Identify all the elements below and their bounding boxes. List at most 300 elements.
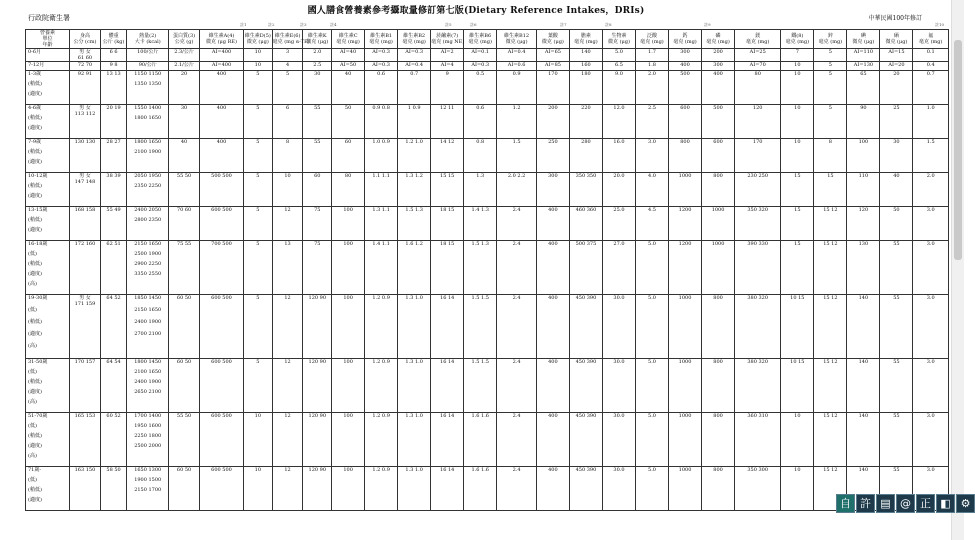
cell-value: 15 12	[823, 359, 838, 365]
cell-value: 1000	[711, 207, 725, 213]
value-cell	[70, 295, 101, 359]
cell-value: 1.5	[926, 139, 935, 145]
value-cell	[332, 105, 365, 139]
cell-value: 3.0	[926, 359, 935, 365]
value-cell	[244, 359, 273, 413]
value-cell	[127, 139, 169, 173]
age-label: 51-70歲	[28, 413, 48, 419]
value-cell	[669, 359, 702, 413]
age-label: 0-6月	[28, 49, 42, 55]
value-cell	[536, 413, 569, 467]
value-cell	[127, 173, 169, 207]
value-cell	[169, 467, 200, 511]
value-cell	[70, 49, 101, 62]
value-cell	[70, 62, 101, 71]
column-header	[100, 30, 126, 49]
cell-value: AI=0.3	[405, 49, 424, 55]
cell-value: 2.5	[648, 105, 656, 111]
value-cell	[497, 62, 537, 71]
value-cell	[365, 173, 398, 207]
value-cell	[814, 173, 847, 207]
age-label: 1-3歲	[28, 71, 42, 77]
cell-value: 300	[548, 173, 558, 179]
cell-value: 2.1/公斤	[174, 62, 194, 68]
cell-value: 0.4	[926, 62, 935, 68]
superscript-note: 註3	[300, 22, 307, 27]
column-header	[365, 30, 398, 49]
table-row	[26, 467, 949, 511]
toolbar-permit-button[interactable]: 許	[856, 494, 875, 513]
cell-value: 1150 1150	[134, 71, 162, 77]
column-header	[536, 30, 569, 49]
column-header	[814, 30, 847, 49]
nutrient-name: 體重	[108, 33, 119, 39]
column-header	[847, 30, 880, 49]
cell-value: 450 390	[575, 359, 597, 365]
nutrient-name: 維生素D(5)	[244, 33, 271, 39]
sex-label: 男 女	[79, 173, 91, 179]
cell-value: 230 250	[747, 173, 769, 179]
header-corner-label: 營養素	[40, 30, 56, 36]
cell-value: 5	[256, 295, 260, 301]
nutrient-name: 鋅	[827, 33, 833, 39]
value-cell	[127, 359, 169, 413]
value-cell	[303, 173, 332, 207]
column-header	[303, 30, 332, 49]
value-cell	[70, 207, 101, 241]
cell-value: 38 39	[106, 173, 121, 179]
cell-value: 2100 1900	[134, 149, 162, 155]
value-cell	[272, 49, 303, 62]
value-cell	[431, 71, 464, 105]
cell-value: AI=130	[853, 62, 874, 68]
age-label: (適度)	[28, 443, 42, 449]
value-cell	[635, 71, 668, 105]
value-cell	[814, 413, 847, 467]
cell-value: 1.3 1.0	[405, 295, 423, 301]
cell-value: 16.0	[613, 139, 625, 145]
value-cell	[497, 295, 537, 359]
cell-value: 20.0	[613, 173, 625, 179]
cell-value: 600 500	[211, 207, 232, 213]
column-header	[669, 30, 702, 49]
cell-value: 0.1	[926, 49, 935, 55]
value-cell	[880, 105, 913, 139]
value-cell	[303, 295, 332, 359]
nutrient-unit: 微克 (μg)	[607, 39, 630, 45]
cell-value: 400	[548, 413, 558, 419]
cell-value: 3.0	[926, 467, 935, 473]
cell-value: 25.0	[613, 207, 625, 213]
cell-value: 20	[893, 71, 900, 77]
superscript-note: 註9	[704, 22, 711, 27]
cell-value: 120 90	[308, 295, 327, 301]
cell-value: 10 15	[790, 359, 805, 365]
table-row	[26, 105, 949, 139]
toolbar-auto-button[interactable]: 自	[836, 494, 855, 513]
age-label: (適度)	[28, 271, 42, 277]
value-cell	[272, 295, 303, 359]
cell-value: 1.5 1.3	[405, 207, 423, 213]
cell-value: AI=20	[888, 62, 905, 68]
value-cell	[464, 105, 497, 139]
value-cell	[669, 467, 702, 511]
value-cell	[702, 207, 735, 241]
cell-value: 5	[828, 49, 832, 55]
cell-value: 600 500	[211, 413, 232, 419]
cell-value: 5.0	[648, 295, 656, 301]
superscript-note: 註4	[330, 22, 337, 27]
cell-value: 800	[713, 467, 723, 473]
cell-value: 2800 2350	[134, 217, 162, 223]
age-group-cell	[26, 359, 70, 413]
value-cell	[365, 413, 398, 467]
cell-value: 380 320	[747, 359, 769, 365]
vertical-scrollbar[interactable]	[951, 0, 964, 540]
value-cell	[70, 71, 101, 105]
table-row	[26, 62, 949, 71]
value-cell	[635, 359, 668, 413]
cell-value: 28 27	[106, 139, 121, 145]
cell-value: 100	[343, 241, 353, 247]
cell-value: 100	[343, 467, 353, 473]
nutrient-unit: 毫克 (mg α-TE)	[272, 39, 310, 45]
scrollbar-thumb[interactable]	[954, 40, 962, 260]
value-cell	[536, 241, 569, 295]
cell-value: AI=0.4	[405, 62, 424, 68]
nutrient-name: 鐵(8)	[791, 33, 804, 39]
column-header	[735, 30, 781, 49]
value-cell	[244, 241, 273, 295]
cell-value: 170	[548, 71, 558, 77]
nutrient-name: 維生素K	[307, 33, 327, 39]
age-label: (低)	[28, 307, 37, 313]
cell-value: 10 15	[790, 295, 805, 301]
column-header	[880, 30, 913, 49]
value-cell	[880, 413, 913, 467]
cell-value: 55	[893, 295, 900, 301]
value-cell	[398, 241, 431, 295]
value-cell	[602, 467, 635, 511]
value-cell	[602, 62, 635, 71]
cell-value: 10	[794, 413, 801, 419]
cell-value: 55	[893, 413, 900, 419]
cell-value: 1.6 1.6	[471, 467, 489, 473]
cell-value: 16 14	[440, 359, 455, 365]
cell-value: 3.0	[926, 241, 935, 247]
value-cell	[100, 71, 126, 105]
cell-value: AI=0.6	[507, 62, 526, 68]
sex-label: 男 女	[79, 295, 91, 301]
value-cell	[199, 295, 243, 359]
cell-value: 10	[794, 139, 801, 145]
cell-value: 5	[256, 139, 260, 145]
cell-value: 5.0	[614, 49, 623, 55]
value-cell	[199, 173, 243, 207]
cell-value: 30	[893, 139, 900, 145]
value-cell	[880, 71, 913, 105]
column-header	[244, 30, 273, 49]
value-cell	[272, 207, 303, 241]
age-label: (稍低)	[28, 433, 42, 439]
cell-value: 100	[858, 139, 869, 145]
age-label: (低)	[28, 423, 37, 429]
cell-value: 60 50	[176, 359, 192, 365]
cell-value: 2.4	[512, 413, 521, 419]
value-cell	[669, 173, 702, 207]
cell-value: 1850 1450	[134, 295, 162, 301]
value-cell	[735, 467, 781, 511]
cell-value: 15 12	[823, 241, 838, 247]
value-cell	[464, 173, 497, 207]
value-cell	[702, 105, 735, 139]
cell-value: 20	[180, 71, 188, 77]
value-cell	[303, 359, 332, 413]
value-cell	[781, 467, 814, 511]
value-cell	[431, 173, 464, 207]
value-cell	[497, 413, 537, 467]
value-cell	[669, 139, 702, 173]
value-cell	[272, 71, 303, 105]
cell-value: 400	[216, 71, 227, 77]
cell-value: 2500 2000	[134, 443, 162, 449]
value-cell	[169, 241, 200, 295]
value-cell	[431, 359, 464, 413]
value-cell	[781, 241, 814, 295]
sex-label: 男 女	[79, 105, 91, 111]
value-cell	[536, 173, 569, 207]
cell-value: 10	[254, 467, 262, 473]
cell-value: 60	[314, 173, 321, 179]
cell-value: 1.2	[512, 105, 521, 111]
value-cell	[497, 359, 537, 413]
cell-value: 1.0	[926, 105, 935, 111]
value-cell	[127, 467, 169, 511]
toolbar-settings-button[interactable]: ⚙	[956, 494, 975, 513]
table-row	[26, 139, 949, 173]
nutrient-name: 菸鹼素(7)	[436, 33, 459, 39]
value-cell	[702, 241, 735, 295]
cell-value: 2100 1650	[134, 369, 162, 375]
value-cell	[332, 413, 365, 467]
value-cell	[602, 295, 635, 359]
value-cell	[169, 359, 200, 413]
value-cell	[602, 207, 635, 241]
value-cell	[365, 62, 398, 71]
value-cell	[814, 49, 847, 62]
cell-value: 27.0	[613, 241, 625, 247]
cell-value: 30.0	[613, 467, 625, 473]
nutrient-unit: 毫克 (mg)	[336, 39, 360, 45]
cell-value: 350 320	[747, 207, 769, 213]
value-cell	[847, 71, 880, 105]
table-row	[26, 71, 949, 105]
cell-value: 250	[548, 139, 558, 145]
value-cell	[635, 105, 668, 139]
value-cell	[398, 49, 431, 62]
nutrient-unit: 毫克 (mg)	[640, 39, 664, 45]
cell-value: 8	[828, 139, 832, 145]
nutrient-name: 維生素C	[338, 33, 358, 39]
value-cell	[127, 295, 169, 359]
cell-value: 1.2 0.9	[372, 413, 390, 419]
cell-value: AI=400	[211, 49, 232, 55]
cell-value: 140	[858, 467, 869, 473]
table-row	[26, 359, 949, 413]
value-cell	[70, 359, 101, 413]
cell-value: 75 55	[176, 241, 192, 247]
cell-value: 1800 1650	[134, 115, 162, 121]
value-cell	[702, 62, 735, 71]
value-cell	[735, 173, 781, 207]
value-cell	[70, 413, 101, 467]
value-cell	[272, 241, 303, 295]
sex-label: 男 女	[79, 49, 91, 55]
cell-value: AI=15	[888, 49, 905, 55]
value-cell	[781, 295, 814, 359]
cell-value: 80	[344, 173, 352, 179]
cell-value: 3	[285, 49, 290, 55]
cell-value: 1800 1650	[134, 139, 162, 145]
toolbar-correct-button[interactable]: 正	[916, 494, 935, 513]
cell-value: 75	[314, 207, 321, 213]
cell-value: 40	[180, 139, 188, 145]
nutrient-unit: 毫克 (mg)	[919, 39, 943, 45]
value-cell	[365, 49, 398, 62]
value-cell	[398, 105, 431, 139]
value-cell	[735, 139, 781, 173]
value-cell	[669, 71, 702, 105]
age-label: (稍低)	[28, 183, 42, 189]
cell-value: 200	[713, 49, 723, 55]
cell-value: 350 300	[747, 467, 769, 473]
value-cell	[913, 49, 949, 62]
value-cell	[497, 207, 537, 241]
cell-value: 1.4 1.1	[372, 241, 390, 247]
cell-value: 5.0	[648, 467, 656, 473]
value-cell	[332, 62, 365, 71]
cell-value: 1.3	[476, 173, 485, 179]
value-cell	[536, 139, 569, 173]
value-cell	[431, 49, 464, 62]
value-cell	[332, 139, 365, 173]
cell-value: 2400 1900	[134, 379, 162, 385]
value-cell	[127, 241, 169, 295]
value-cell	[814, 241, 847, 295]
value-cell	[303, 71, 332, 105]
cell-value: 1.5 1.3	[471, 241, 489, 247]
cell-value: 10	[254, 413, 262, 419]
cell-value: 0.9	[512, 71, 521, 77]
value-cell	[569, 413, 602, 467]
value-cell	[199, 139, 243, 173]
cell-value: 1.3 1.0	[405, 467, 423, 473]
value-cell	[303, 413, 332, 467]
value-cell	[880, 139, 913, 173]
cell-value: 55	[893, 241, 900, 247]
header-corner-label: 年齡	[42, 42, 53, 48]
revision-date: 中華民國100年修訂	[868, 15, 922, 22]
value-cell	[602, 359, 635, 413]
nutrient-name: 熱量(2)	[139, 33, 157, 39]
value-cell	[913, 241, 949, 295]
value-cell	[635, 241, 668, 295]
cell-value: 4.0	[648, 173, 656, 179]
value-cell	[814, 62, 847, 71]
value-cell	[169, 62, 200, 71]
cell-value: 0.6	[377, 71, 386, 77]
cell-value: 600	[713, 139, 723, 145]
cell-value: 800	[713, 173, 723, 179]
value-cell	[244, 139, 273, 173]
cell-value: 1000	[678, 467, 692, 473]
toolbar-contrast-button[interactable]: ◧	[936, 494, 955, 513]
value-cell	[569, 62, 602, 71]
cell-value: 0.6	[476, 105, 485, 111]
value-cell	[635, 207, 668, 241]
toolbar-list-button[interactable]: ▤	[876, 494, 895, 513]
value-cell	[127, 71, 169, 105]
cell-value: 70 60	[176, 207, 192, 213]
toolbar-at-button[interactable]: @	[896, 494, 915, 513]
value-cell	[70, 139, 101, 173]
value-cell	[669, 207, 702, 241]
cell-value: 200	[548, 105, 558, 111]
cell-value: 55 50	[176, 413, 192, 419]
nutrient-unit: 毫克 (mg)	[468, 39, 492, 45]
value-cell	[332, 467, 365, 511]
value-cell	[464, 359, 497, 413]
superscript-note: 註1	[240, 22, 247, 27]
value-cell	[398, 207, 431, 241]
cell-value: 5	[256, 173, 260, 179]
value-cell	[169, 49, 200, 62]
cell-value: 10	[254, 49, 262, 55]
value-cell	[244, 62, 273, 71]
nutrient-name: 膽素	[580, 33, 591, 39]
superscript-note: 註6	[470, 22, 477, 27]
age-label: (適度)	[28, 193, 42, 199]
cell-value: AI=25	[749, 49, 766, 55]
value-cell	[635, 173, 668, 207]
cell-value: 500	[713, 105, 723, 111]
value-cell	[244, 467, 273, 511]
value-cell	[497, 467, 537, 511]
cell-value: 220	[581, 105, 591, 111]
cell-value: 2700 2100	[134, 331, 162, 337]
column-header	[398, 30, 431, 49]
superscript-note: 註5	[445, 22, 452, 27]
cell-value: 60	[344, 139, 352, 145]
value-cell	[497, 173, 537, 207]
cell-value: 13	[284, 241, 291, 247]
value-cell	[127, 62, 169, 71]
cell-value: 165 153	[74, 413, 96, 419]
value-cell	[635, 62, 668, 71]
value-cell	[100, 359, 126, 413]
value-cell	[913, 359, 949, 413]
cell-value: 15 12	[823, 207, 838, 213]
cell-value: 5	[828, 71, 832, 77]
cell-value: AI=400	[211, 62, 232, 68]
cell-value: 40	[344, 71, 352, 77]
value-cell	[303, 207, 332, 241]
column-header	[70, 30, 101, 49]
value-cell	[847, 241, 880, 295]
value-cell	[669, 295, 702, 359]
column-header	[497, 30, 537, 49]
cell-value: 58 50	[106, 467, 121, 473]
